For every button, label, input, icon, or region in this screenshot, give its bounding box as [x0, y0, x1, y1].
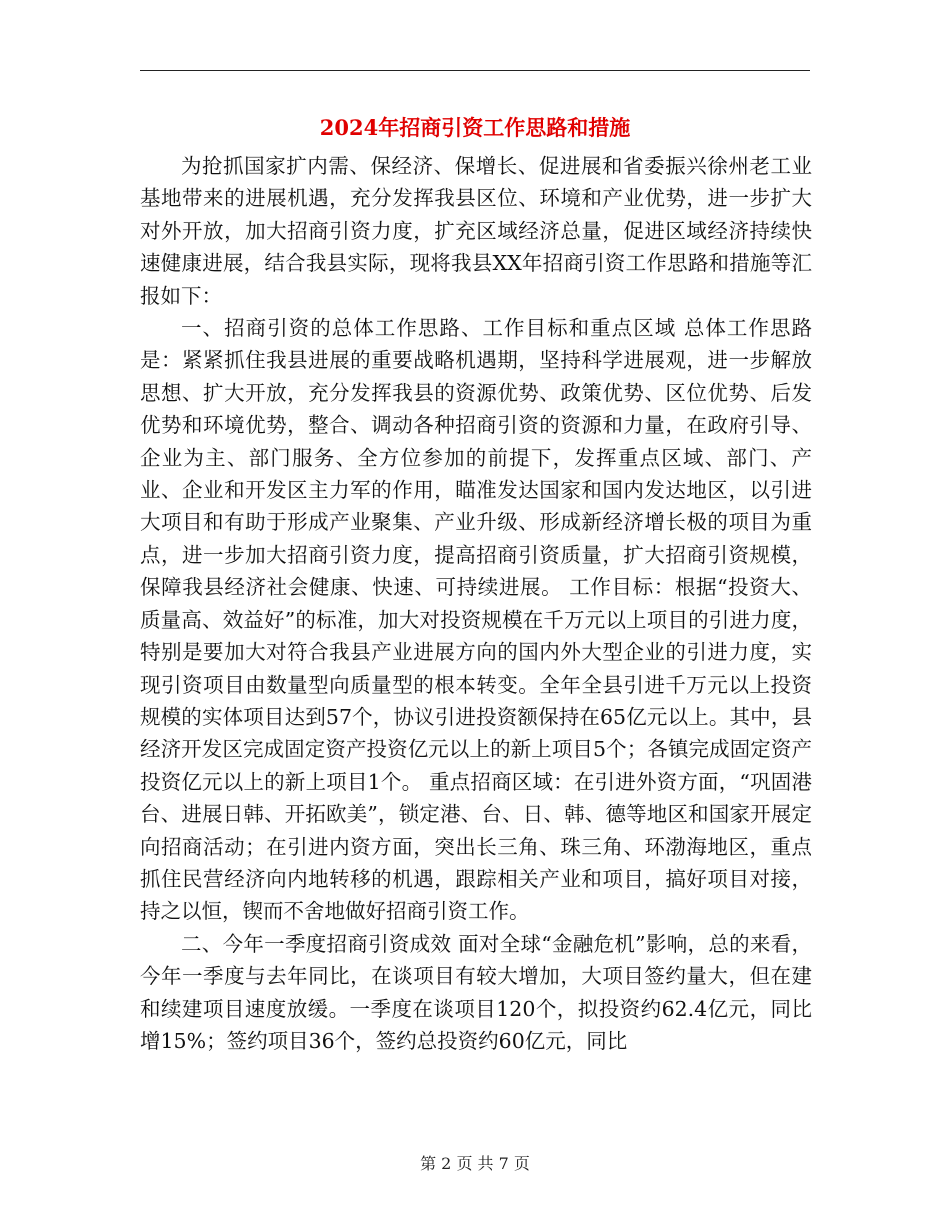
document-body	[140, 150, 812, 1057]
header-rule	[140, 70, 810, 71]
paragraph-section-two: 二、今年一季度招商引资成效 面对全球“金融危机”影响，总的来看，今年一季度与去年同比，在谈项目有较大增加，大项目签约量大，但在建和续建项目速度放缓。一季度在谈项目120个，拟投资约62.4亿元，同比增15%；签约项目36个，签约总投资约60亿元，同比	[140, 931, 812, 1053]
page-title: 2024年招商引资工作思路和措施	[319, 115, 631, 140]
paragraph-section-one: 一、招商引资的总体工作思路、工作目标和重点区域 总体工作思路是：紧紧抓住我县进展的重要战略机遇期，坚持科学进展观，进一步解放思想、扩大开放，充分发挥我县的资源优势、政策优势、区位优势、后发优势和环境优势，整合、调动各种招商引资的资源和力量，在政府引导、企业为主、部门服务、全方位参加的前提下，发挥重点区域、部门、产业、企业和开发区主力军的作用，瞄准发达国家和国内发达地区，以引进大项目和有助于形成产业聚集、产业升级、形成新经济增长极的项目为重点，进一步加大招商引资力度，提高招商引资质量，扩大招商引资规模，保障我县经济社会健康、快速、可持续进展。 工作目标：根据“投资大、质量高、效益好”的标准，加大对投资规模在千万元以上项目的引进力度，特别是要加大对符合我县产业进展方向的国内外大型企业的引进力度，实现引资项目由数量型向质量型的根本转变。全年全县引进千万元以上投资规模的实体项目达到57个，协议引进投资额保持在65亿元以上。其中，县经济开发区完成固定资产投资亿元以上的新上项目5个；各镇完成固定资产投资亿元以上的新上项目1个。 重点招商区域：在引进外资方面，“巩固港台、进展日韩、开拓欧美”，锁定港、台、日、韩、德等地区和国家开展定向招商活动；在引进内资方面，突出长三角、珠三角、环渤海地区，重点抓住民营经济向内地转移的机遇，跟踪相关产业和项目，搞好项目对接，持之以恒，锲而不舍地做好招商引资工作。	[140, 316, 812, 924]
paragraph-intro: 为抢抓国家扩内需、保经济、保增长、促进展和省委振兴徐州老工业基地带来的进展机遇，充分发挥我县区位、环境和产业优势，进一步扩大对外开放，加大招商引资力度，扩充区域经济总量，促进区域经济持续快速健康进展，结合我县实际，现将我县XX年招商引资工作思路和措施等汇报如下：	[140, 154, 812, 308]
page-number-footer: 第 2 页 共 7 页	[420, 1154, 530, 1173]
